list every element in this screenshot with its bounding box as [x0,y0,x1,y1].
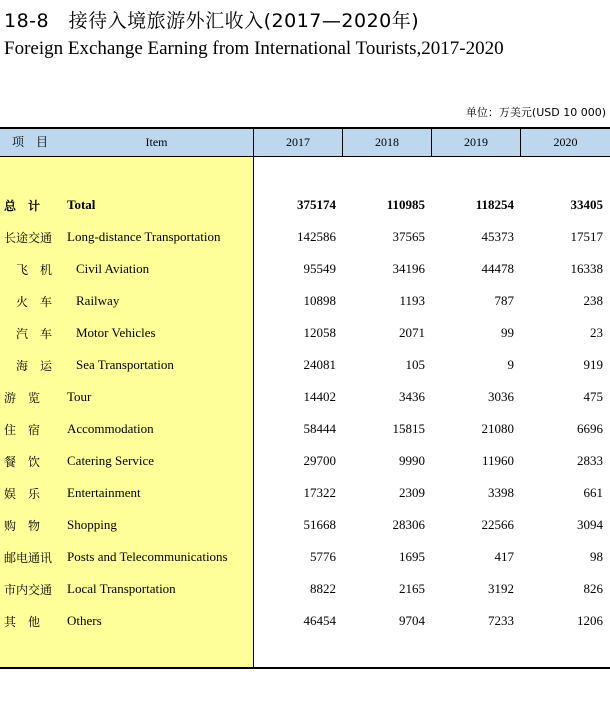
cell-2017: 95549 [303,261,336,276]
row-label-english: Railway [76,293,120,308]
row-label-chinese: 飞 机 [4,263,53,277]
cell-2020: 238 [583,293,603,308]
row-label-english: Local Transportation [67,581,176,596]
header-item-chinese: 项 目 [11,135,48,149]
cell-2017: 12058 [303,325,336,340]
cell-2020: 475 [583,389,603,404]
cell-2020: 33405 [570,197,603,212]
row-label-english: Others [67,613,102,628]
cell-2020: 1206 [577,613,603,628]
unit-label: 单位：万美元(USD 10 000) [465,106,606,119]
table-row [0,382,610,414]
row-label-english: Shopping [67,517,117,532]
table-row [0,542,610,574]
row-label-chinese: 住 宿 [4,423,41,437]
cell-2017: 8822 [310,581,336,596]
cell-2017: 58444 [303,421,336,436]
cell-2020: 23 [590,325,603,340]
table-row [0,318,610,350]
table-bottom-rule [0,667,610,669]
row-label-chinese: 火 车 [4,295,53,309]
table-title-english: Foreign Exchange Earning from International Tourists,2017-2020 [4,38,504,59]
cell-2017: 14402 [303,389,336,404]
table-title-chinese: 18-8 接待入境旅游外汇收入(2017—2020年) [4,10,420,32]
cell-2019: 3192 [488,581,514,596]
row-label-chinese: 游 览 [4,391,41,405]
cell-2019: 99 [501,325,514,340]
cell-2017: 375174 [297,197,336,212]
cell-2020: 17517 [570,229,603,244]
table-row [0,574,610,606]
row-label-chinese: 娱 乐 [4,487,41,501]
cell-2018: 34196 [392,261,425,276]
cell-2019: 787 [494,293,514,308]
header-item-english: Item [145,135,168,149]
table-row [0,254,610,286]
row-label-chinese: 餐 饮 [4,455,41,469]
row-label-chinese: 邮电通讯 [4,551,53,565]
row-label-chinese: 汽 车 [4,327,53,341]
row-label-english: Sea Transportation [76,357,174,372]
cell-2019: 7233 [488,613,514,628]
table-row [0,190,610,222]
table-row [0,606,610,638]
table-row [0,446,610,478]
row-label-english: Entertainment [67,485,141,500]
cell-2018: 2309 [399,485,425,500]
row-label-english: Civil Aviation [76,261,150,276]
cell-2018: 110985 [386,197,425,212]
cell-2017: 24081 [303,357,336,372]
table-row [0,478,610,510]
row-label-english: Posts and Telecommunications [67,549,228,564]
cell-2020: 6696 [577,421,603,436]
cell-2017: 29700 [303,453,336,468]
header-year-2020: 2020 [553,135,578,149]
cell-2020: 661 [583,485,603,500]
row-label-chinese: 其 他 [4,615,41,629]
header-year-2018: 2018 [375,135,399,149]
cell-2017: 17322 [303,485,336,500]
row-label-english: Total [67,197,96,212]
cell-2019: 3398 [488,485,514,500]
table-row [0,286,610,318]
cell-2020: 919 [583,357,603,372]
cell-2019: 21080 [481,421,514,436]
cell-2020: 98 [590,549,603,564]
cell-2018: 3436 [399,389,425,404]
cell-2019: 417 [494,549,514,564]
cell-2019: 3036 [488,389,514,404]
row-label-english: Tour [67,389,92,404]
cell-2018: 2071 [399,325,425,340]
table-row [0,222,610,254]
table-header [0,127,610,157]
cell-2020: 16338 [570,261,603,276]
row-label-chinese: 购 物 [4,519,41,533]
cell-2018: 2165 [399,581,425,596]
cell-2018: 28306 [392,517,425,532]
cell-2020: 2833 [577,453,603,468]
row-label-chinese: 长途交通 [4,231,53,245]
row-label-english: Accommodation [67,421,154,436]
cell-2019: 22566 [481,517,514,532]
cell-2017: 142586 [297,229,336,244]
cell-2018: 9704 [399,613,425,628]
table-row [0,510,610,542]
cell-2018: 9990 [399,453,425,468]
cell-2019: 11960 [481,453,514,468]
row-label-chinese: 总 计 [4,199,41,213]
cell-2018: 15815 [392,421,425,436]
cell-2017: 51668 [303,517,336,532]
row-label-english: Long-distance Transportation [67,229,221,244]
cell-2019: 45373 [481,229,514,244]
header-year-2019: 2019 [464,135,488,149]
cell-2018: 105 [405,357,425,372]
cell-2019: 9 [507,357,514,372]
cell-2018: 1695 [399,549,425,564]
row-label-chinese: 市内交通 [4,583,53,597]
cell-2017: 5776 [310,549,336,564]
table-row [0,414,610,446]
cell-2020: 826 [583,581,603,596]
row-label-chinese: 海 运 [4,359,53,373]
cell-2019: 118254 [475,197,514,212]
cell-2018: 37565 [392,229,425,244]
table-row [0,350,610,382]
row-label-english: Motor Vehicles [76,325,156,340]
cell-2020: 3094 [577,517,603,532]
cell-2017: 46454 [303,613,336,628]
table-body [0,190,610,638]
cell-2017: 10898 [303,293,336,308]
header-year-2017: 2017 [286,135,310,149]
cell-2018: 1193 [399,293,425,308]
cell-2019: 44478 [481,261,514,276]
row-label-english: Catering Service [67,453,154,468]
